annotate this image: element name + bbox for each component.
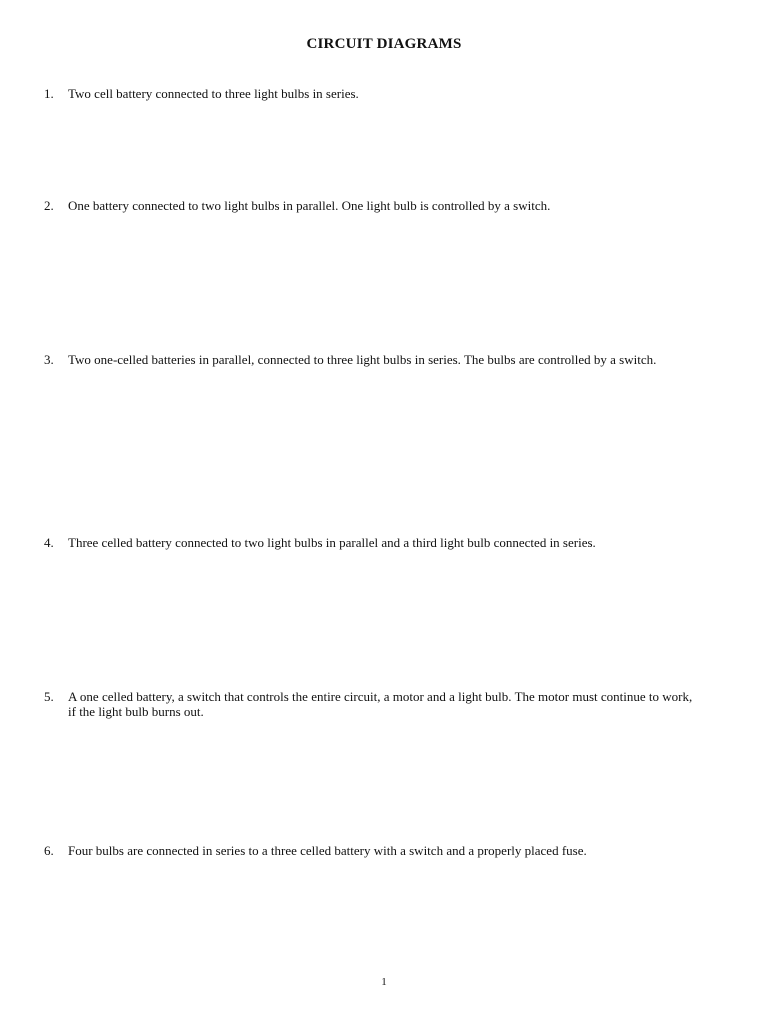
question-number: 4. — [44, 535, 54, 550]
question-number: 1. — [44, 86, 54, 101]
question-number: 3. — [44, 352, 54, 367]
page-title: CIRCUIT DIAGRAMS — [306, 36, 462, 52]
question-text: Three celled battery connected to two light bulbs in parallel and a third light bulb connected in series. — [68, 535, 596, 550]
question-4 — [44, 535, 714, 550]
question-2 — [44, 198, 604, 213]
question-6 — [44, 843, 714, 858]
question-1 — [44, 86, 714, 101]
question-3 — [44, 352, 714, 367]
question-text: Two one-celled batteries in parallel, connected to three light bulbs in series. The bulbs are controlled by a switch. — [68, 352, 657, 367]
question-number: 6. — [44, 843, 54, 858]
question-text: A one celled battery, a switch that controls the entire circuit, a motor and a light bulb. The motor must continue to work, if the light bulb burns out. — [68, 689, 693, 719]
question-number: 2. — [44, 198, 54, 213]
page-number: 1 — [381, 976, 387, 988]
question-text: Four bulbs are connected in series to a three celled battery with a switch and a properly placed fuse. — [68, 843, 587, 858]
question-text: One battery connected to two light bulbs in parallel. One light bulb is controlled by a switch. — [68, 198, 551, 213]
question-5 — [44, 689, 694, 719]
question-number: 5. — [44, 689, 54, 704]
question-text: Two cell battery connected to three light bulbs in series. — [68, 86, 359, 101]
